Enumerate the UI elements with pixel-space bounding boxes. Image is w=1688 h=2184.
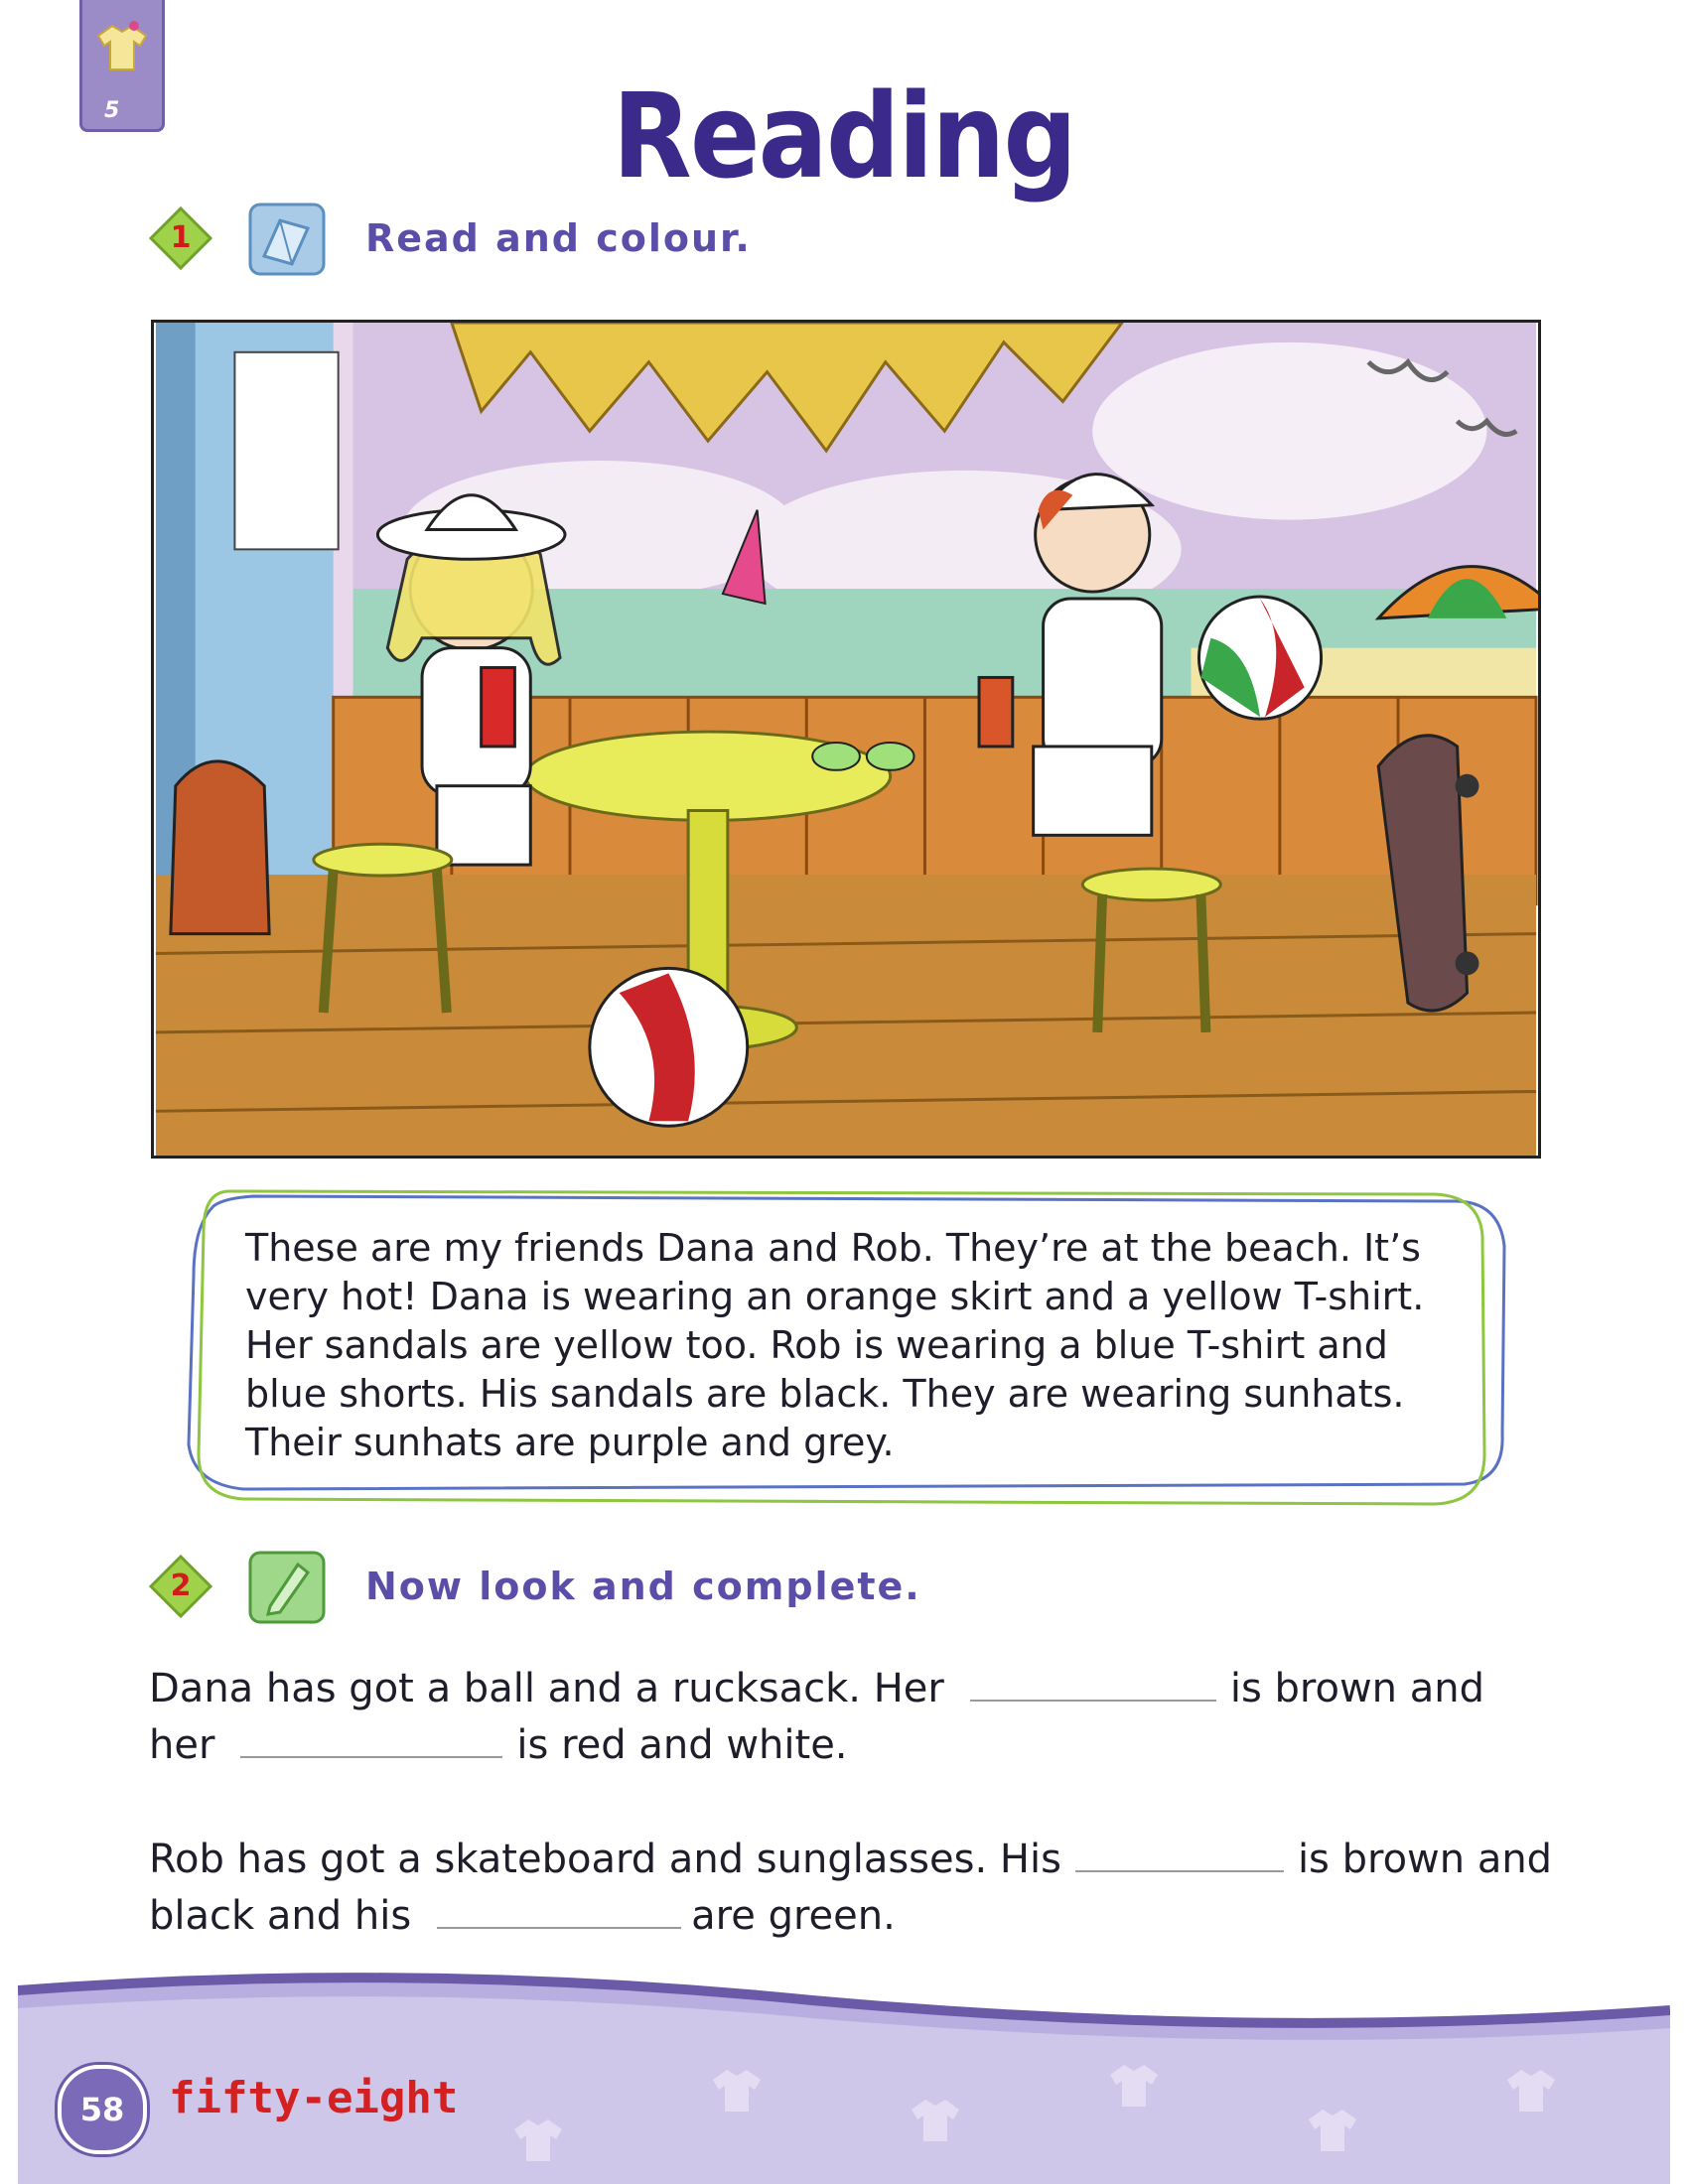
beach-cafe-illustration xyxy=(151,320,1541,1159)
sentence-line-1: Dana has got a ball and a rucksack. Her is brown and xyxy=(149,1661,1484,1717)
answer-blank-2[interactable] xyxy=(240,1718,502,1758)
unit-number: 5 xyxy=(104,98,120,123)
exercise-1-instruction: Read and colour. xyxy=(365,216,752,260)
answer-blank-1[interactable] xyxy=(970,1662,1216,1702)
answer-blank-4[interactable] xyxy=(437,1889,681,1929)
passage-line: Her sandals are yellow too. Rob is wearing a blue T-shirt and xyxy=(245,1323,1388,1367)
answer-blank-3[interactable] xyxy=(1075,1833,1284,1872)
colouring-book-icon xyxy=(246,199,328,278)
passage-line: very hot! Dana is wearing an orange skirt and a yellow T-shirt. xyxy=(245,1275,1425,1318)
passage-line: These are my friends Dana and Rob. They’re at the beach. It’s xyxy=(245,1226,1421,1270)
passage-line: blue shorts. His sandals are black. They are wearing sunhats. xyxy=(245,1372,1405,1416)
exercise-number-badge: 2 xyxy=(149,1555,212,1618)
pencil-icon xyxy=(246,1547,328,1626)
page-number: 58 xyxy=(58,2065,147,2154)
passage-line: Their sunhats are purple and grey. xyxy=(245,1421,895,1464)
exercise-number-badge: 1 xyxy=(149,206,212,270)
exercise-2-header xyxy=(149,1547,943,1626)
reading-passage xyxy=(245,1224,1477,1467)
reading-passage-box xyxy=(174,1186,1524,1514)
exercise-1-header xyxy=(149,199,844,278)
page-title: Reading xyxy=(612,68,1076,205)
page-number-words: fifty-eight xyxy=(169,2073,459,2123)
sentence-line-3: Rob has got a skateboard and sunglasses. His is brown and xyxy=(149,1832,1552,1888)
exercise-2-instruction: Now look and complete. xyxy=(365,1565,921,1608)
sentence-line-2: her is red and white. xyxy=(149,1717,848,1774)
sentence-line-4: black and his are green. xyxy=(149,1888,896,1945)
